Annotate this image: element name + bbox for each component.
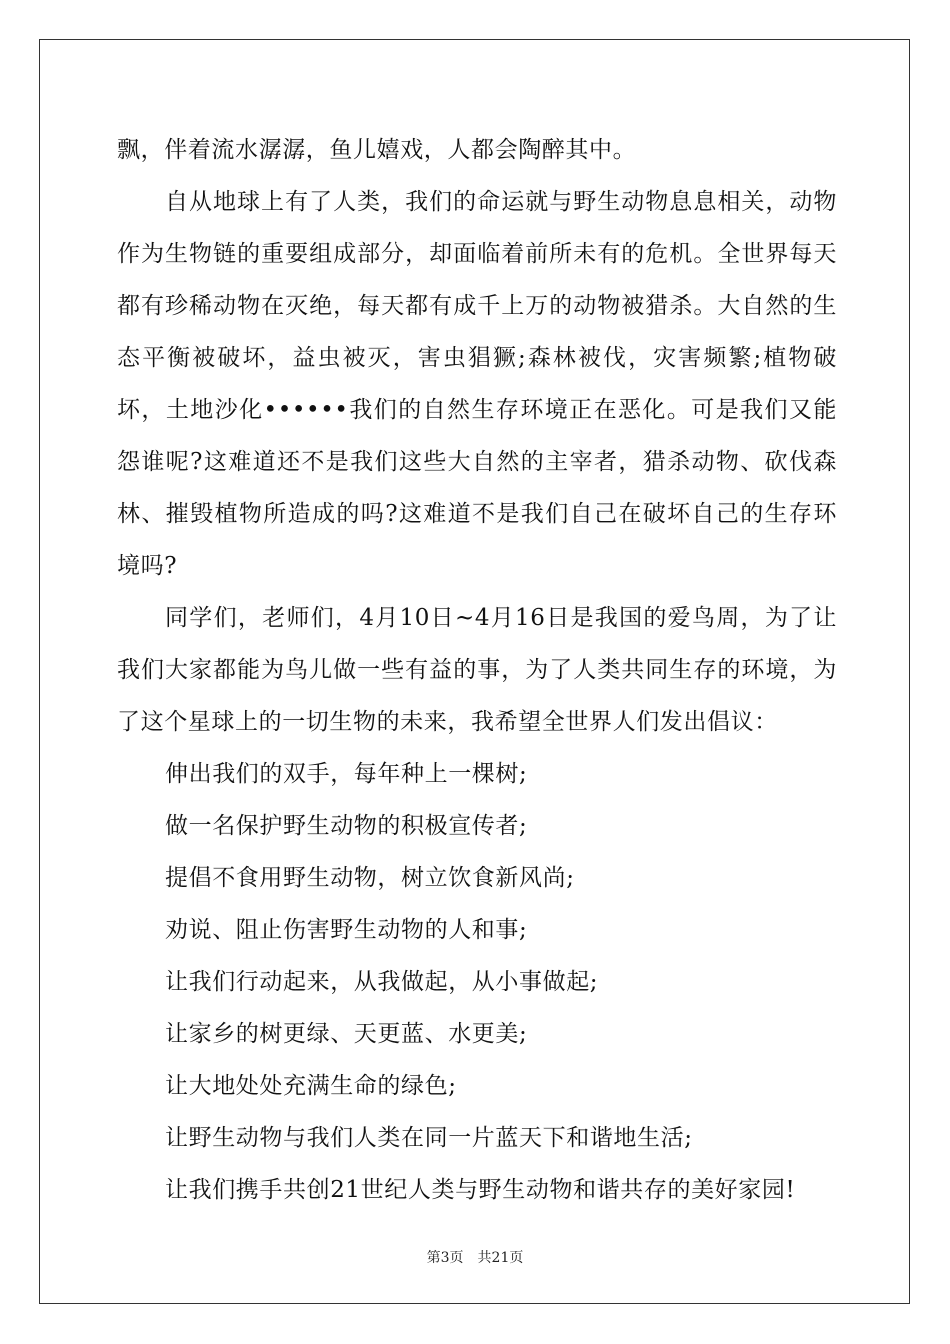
page-total: 共21页 <box>477 1250 524 1266</box>
paragraph-1: 飘，伴着流水潺潺，鱼儿嬉戏，人都会陶醉其中。 <box>117 137 637 163</box>
proposal-item-7: 让大地处处充满生命的绿色; <box>165 1073 457 1099</box>
proposal-item-3: 提倡不食用野生动物，树立饮食新风尚; <box>165 865 575 891</box>
proposal-item-2: 做一名保护野生动物的积极宣传者; <box>165 813 528 839</box>
proposal-item-6: 让家乡的树更绿、天更蓝、水更美; <box>165 1021 528 1047</box>
document-body <box>117 124 837 1216</box>
proposal-item-9: 让我们携手共创21世纪人类与野生动物和谐共存的美好家园! <box>165 1177 796 1203</box>
paragraph-3: 同学们，老师们，4月10日~4月16日是我国的爱鸟周，为了让我们大家都能为鸟儿做一些有益的事，为了人类共同生存的环境，为了这个星球上的一切生物的未来，我希望全世界人们发出倡议： <box>117 605 837 735</box>
proposal-item-8: 让野生动物与我们人类在同一片蓝天下和谐地生活; <box>165 1125 693 1151</box>
paragraph-2: 自从地球上有了人类，我们的命运就与野生动物息息相关，动物作为生物链的重要组成部分，却面临着前所未有的危机。全世界每天都有珍稀动物在灭绝，每天都有成千上万的动物被猎杀。大自然的生态平衡被破坏，益虫被灭，害虫猖獗;森林被伐，灾害频繁;植物破坏，土地沙化••••••我们的自然生存环境正在恶化。可是我们又能怨谁呢?这难道还不是我们这些大自然的主宰者，猎杀动物、砍伐森林、摧毁植物所造成的吗?这难道不是我们自己在破坏自己的生存环境吗? <box>117 189 837 579</box>
proposal-item-4: 劝说、阻止伤害野生动物的人和事; <box>165 917 528 943</box>
page-number: 第3页 <box>426 1250 464 1266</box>
proposal-item-1: 伸出我们的双手，每年种上一棵树; <box>165 761 528 787</box>
proposal-item-5: 让我们行动起来，从我做起，从小事做起; <box>165 969 599 995</box>
page-footer <box>0 1247 950 1267</box>
